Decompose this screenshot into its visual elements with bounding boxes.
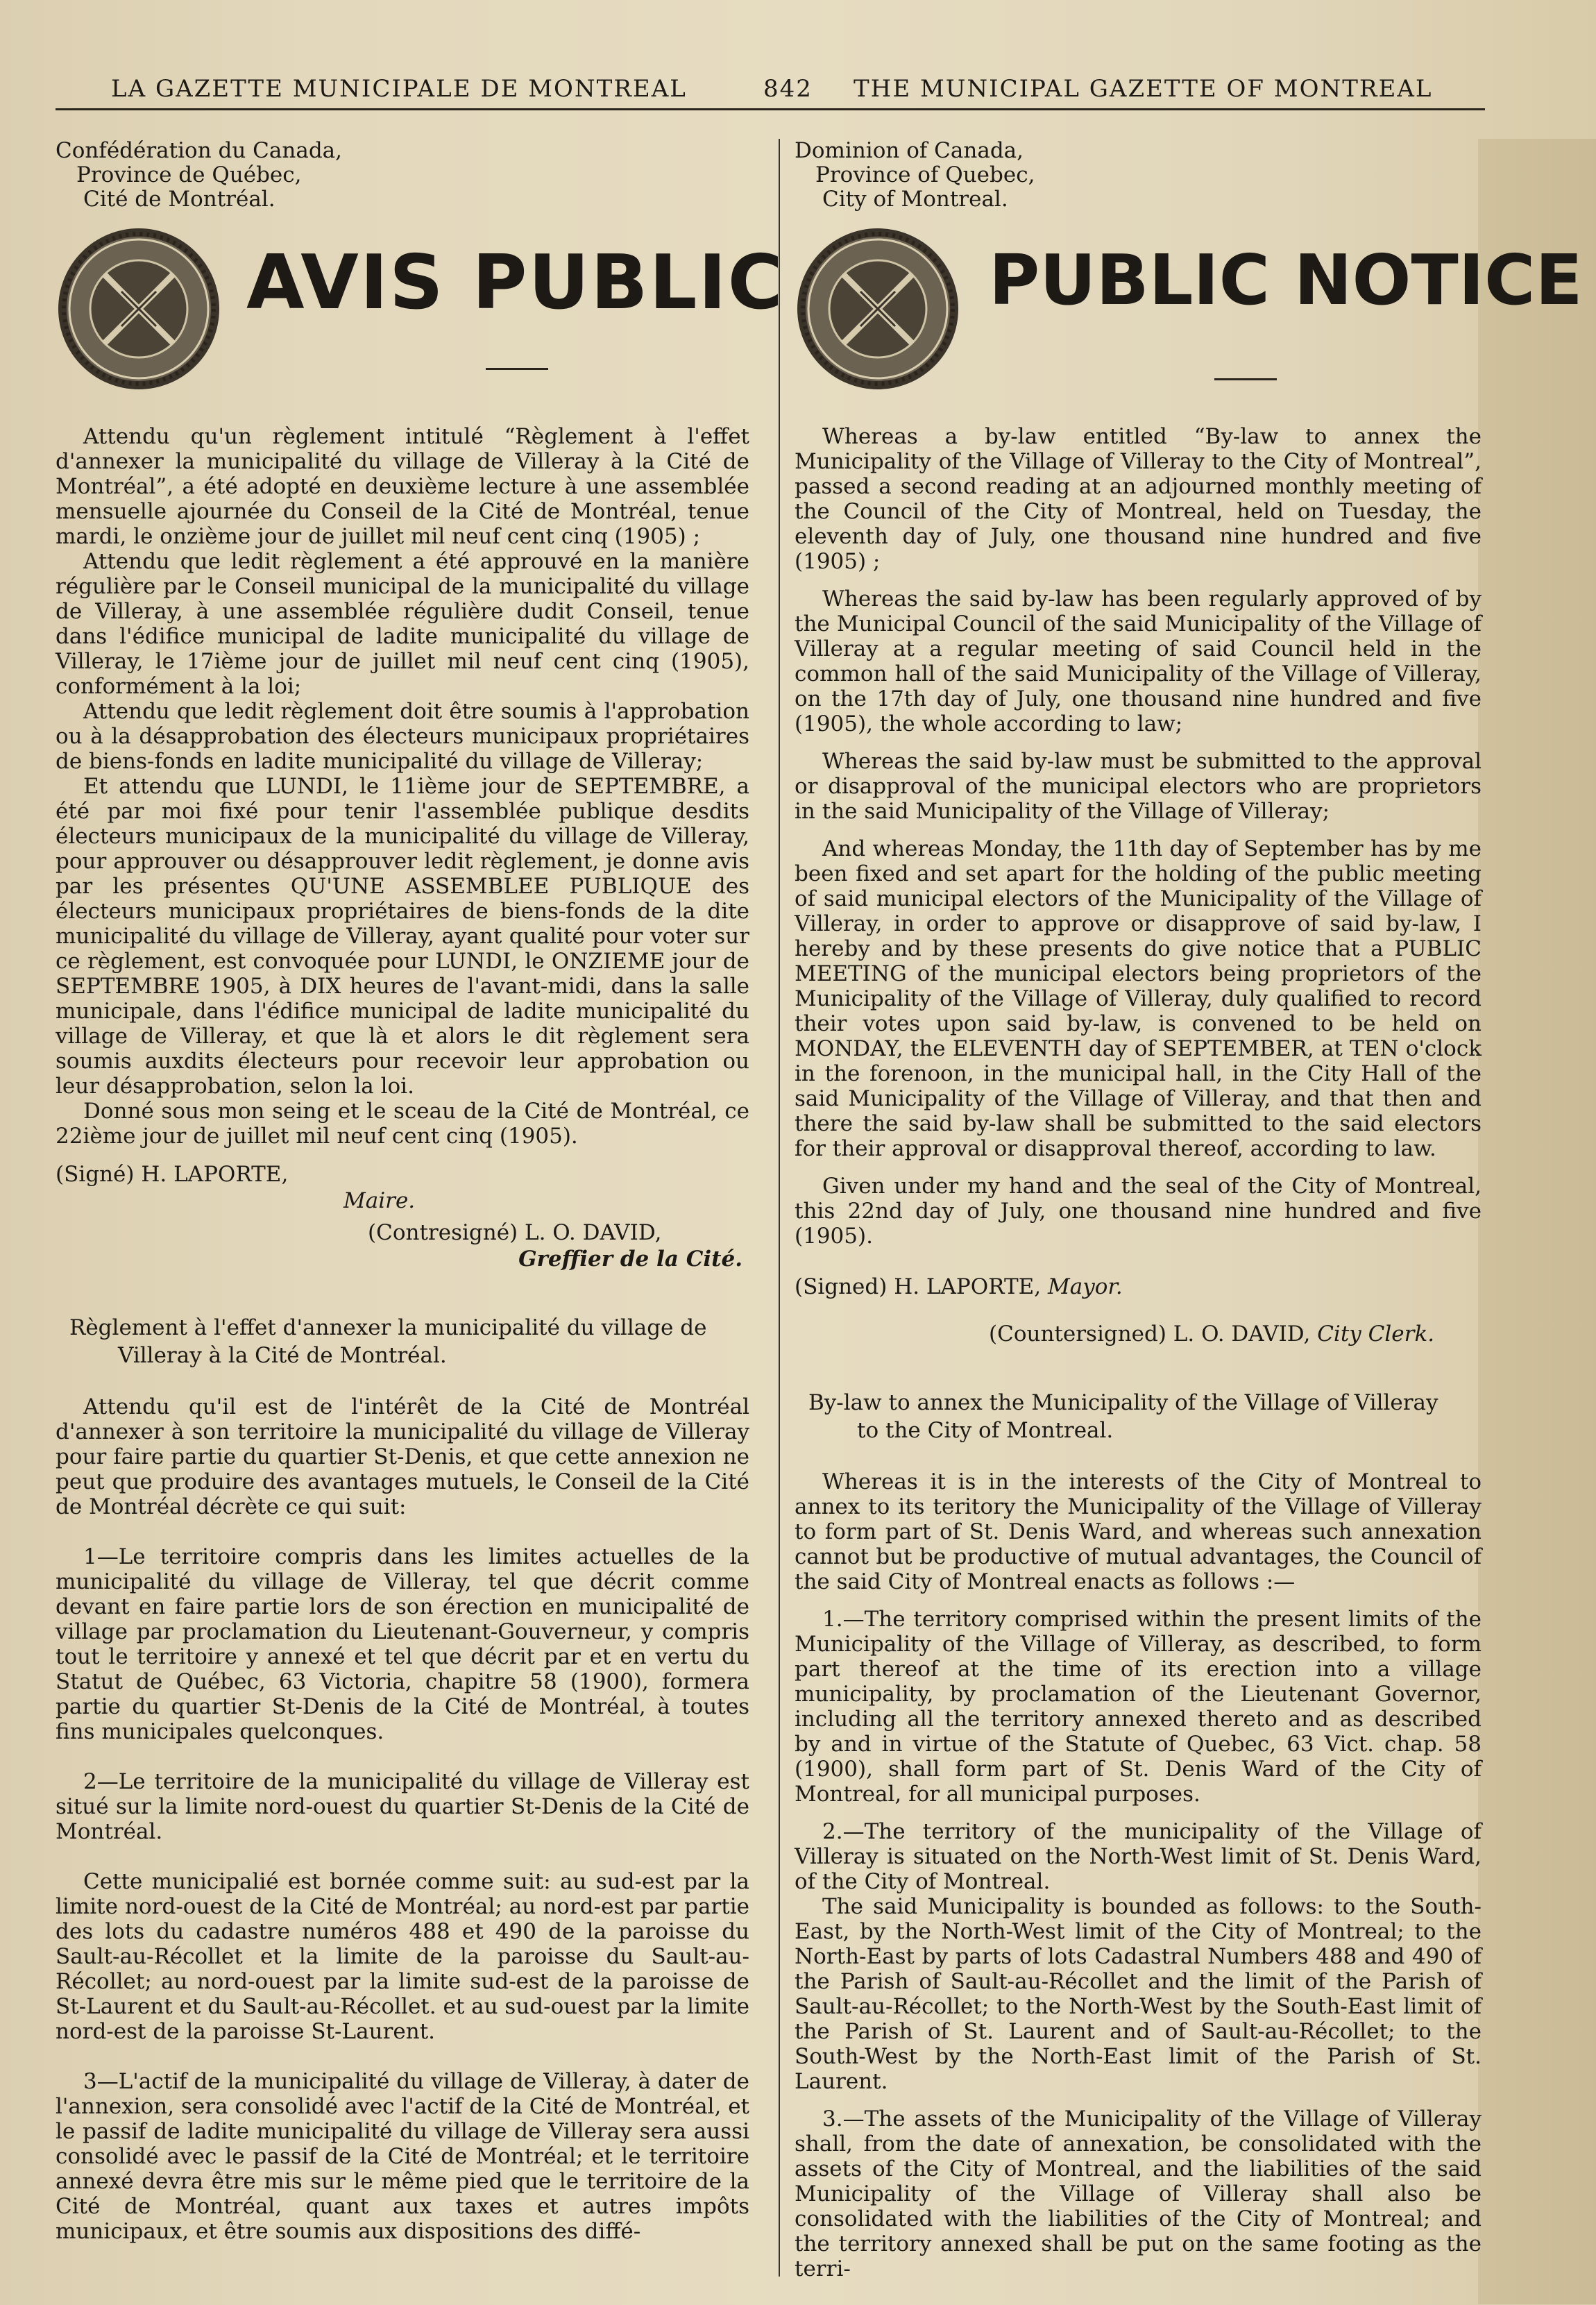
article-2-bounds: The said Municipality is bounded as follows: to the South-East, by the North-West limit of the City of Montreal; to the North-East by parts of lots Cadastral Numbers 488 and 490 of the Parish of Sault-au-Récollet and the limit of the Parish of Sault-au-Récollet; to the North-West by the South-East limit of the Parish of St. Laurent and of Sault-au-Récollet; to the South-West by the North-East limit of the Parish of St. Laurent. — [795, 1894, 1482, 2094]
notice-head — [795, 212, 1583, 399]
place-line: Province de Québec, — [76, 162, 302, 187]
header-french-title: LA GAZETTE MUNICIPALE DE MONTREAL — [111, 75, 687, 103]
bylaw-title-line: Villeray à la Cité de Montréal. — [118, 1343, 447, 1368]
paragraph: Attendu que ledit règlement doit être soumis à l'approbation ou à la désapprobation des électeurs municipaux propriétaires de biens-fonds en ladite municipalité du village de Villeray; — [56, 699, 749, 774]
bylaw-intro: Whereas it is in the interests of the City of Montreal to annex to its teritory the Municipality of the Village of Villeray to form part of St. Denis Ward, and whereas such annexation cannot but be productive of mutual advantages, the Council of the said City of Montreal enacts as follows :— — [795, 1469, 1482, 1594]
place-heading — [56, 139, 749, 212]
paragraph: Given under my hand and the seal of the City of Montreal, this 22nd day of July, one thousand nine hundred and five (1905). — [795, 1174, 1482, 1249]
page-number: 842 — [763, 75, 813, 103]
bylaw-title — [795, 1389, 1482, 1444]
place-line: Cité de Montréal. — [83, 187, 275, 212]
french-column — [56, 138, 784, 2244]
paragraph: Et attendu que LUNDI, le 11ième jour de SEPTEMBRE, a été par moi fixé pour tenir l'assemblée publique desdits électeurs municipaux de la municipalité du village de Villeray, pour approuver ou désapprouver ledit règlement, je donne avis par les présentes QU'UNE ASSEMBLEE PUBLIQUE des électeurs municipaux propriétaires de biens-fonds de la dite municipalité du village de Villeray, ayant qualité pour voter sur ce règlement, est convoquée pour LUNDI, le ONZIEME jour de SEPTEMBRE 1905, à DIX heures de l'avant-midi, dans la salle municipale, dans l'édifice municipal de ladite municipalité du village de Villeray, et que là et alors le dit règlement sera soumis auxdits électeurs pour recevoir leur approbation ou leur désapprobation, selon la loi. — [56, 774, 749, 1099]
article-2: 2.—The territory of the municipality of the Village of Villeray is situated on the North-West limit of St. Denis Ward, of the City of Montreal. — [795, 1819, 1482, 1894]
bylaw-title-line: to the City of Montreal. — [857, 1418, 1114, 1443]
page-header — [104, 75, 1457, 103]
bylaw-title-line: Règlement à l'effet d'annexer la municipalité du village de — [69, 1315, 707, 1340]
title-rule — [486, 368, 548, 370]
place-line: Confédération du Canada, — [56, 138, 343, 163]
article-2-bounds: Cette municipalié est bornée comme suit: au sud-est par la limite nord-ouest de la Cité de Montréal; au nord-est par partie des lots du cadastre numéros 488 et 490 de la paroisse du Sault-au-Récollet et la limite de la paroisse du Sault-au-Récollet; au nord-ouest par la limite sud-est de la paroisse de St-Laurent et du Sault-au-Récollet. et au sud-ouest par la limite nord-est de la paroisse St-Laurent. — [56, 1869, 750, 2044]
article-1: 1.—The territory comprised within the present limits of the Municipality of the Village of Villeray, as described, to form part thereof at the time of its erection into a village municipality, by proclamation of the Lieutenant Governor, including all the territory annexed thereto and as described by and in virtue of the Statute of Quebec, 63 Vict. chap. 58 (1900), shall form part of St. Denis Ward of the City of Montreal, for all municipal purposes. — [795, 1607, 1482, 1807]
city-seal-icon — [56, 226, 222, 392]
clerk-title: City Clerk. — [1317, 1322, 1435, 1346]
notice-title-fr: AVIS PUBLIC — [246, 239, 784, 326]
bylaw-intro: Attendu qu'il est de l'intérêt de la Cité de Montréal d'annexer à son territoire la municipalité du village de Villeray pour faire partie du quartier St-Denis, et que cette annexion ne peut que produire des avantages mutuels, le Conseil de la Cité de Montréal décrète ce qui suit: — [56, 1394, 749, 1519]
paragraph: Attendu que ledit règlement a été approuvé en la manière régulière par le Conseil municipal de la municipalité du village de Villeray, à une assemblée régulière dudit Conseil, tenue dans l'édifice municipal de ladite municipalité du village de Villeray, le 17ième jour de juillet mil neuf cent cinq (1905), conformément à la loi; — [56, 549, 749, 699]
place-line: Province of Quebec, — [815, 162, 1035, 187]
bylaw-title-line: By-law to annex the Municipality of the Village of Villeray — [808, 1390, 1438, 1415]
signature-block — [56, 1161, 749, 1272]
countersigned-text: (Countersigned) L. O. DAVID, — [989, 1322, 1311, 1346]
paragraph: Whereas the said by-law has been regularly approved of by the Municipal Council of the said Municipality of the Village of Villeray at a regular meeting of said Council held in the common hall of the said Municipality of the Village of Villeray, on the 17th day of July, one thousand nine hundred and five (1905), the whole according to law; — [795, 586, 1482, 736]
place-line: City of Montreal. — [822, 187, 1008, 212]
countersigned-line — [795, 1321, 1482, 1347]
title-rule — [1214, 378, 1277, 380]
signature-block — [795, 1274, 1482, 1347]
column-divider — [779, 139, 780, 2277]
countersigned-line: (Contresigné) L. O. DAVID, — [368, 1220, 662, 1245]
place-line: Dominion of Canada, — [795, 138, 1024, 163]
article-3: 3—L'actif de la municipalité du village de Villeray, à dater de l'annexion, sera consolidé avec l'actif de la Cité de Montréal, et le passif de ladite municipalité du village de Villeray sera aussi consolidé avec le passif de la Cité de Montréal; et le territoire annexé devra être mis sur le même pied que le territoire de la Cité de Montréal, quant aux taxes et autres impôts municipaux, et être soumis aux dispositions des diffé- — [56, 2069, 749, 2244]
mayor-title: Maire. — [343, 1188, 416, 1213]
paragraph: Donné sous mon seing et le sceau de la Cité de Montréal, ce 22ième jour de juillet mil neuf cent cinq (1905). — [56, 1099, 749, 1149]
paragraph: Whereas the said by-law must be submitted to the approval or disapproval of the municipal electors who are proprietors in the said Municipality of the Village of Villeray; — [795, 749, 1482, 824]
english-column — [795, 138, 1583, 2281]
article-1: 1—Le territoire compris dans les limites actuelles de la municipalité du village de Villeray, tel que décrit comme devant en faire partie lors de son érection en municipalité de village par proclamation du Lieutenant-Gouverneur, y compris tout le territoire y annexé et tel que décrit par et en vertu du Statut de Québec, 63 Victoria, chapitre 58 (1900), formera partie du quartier St-Denis de la Cité de Montréal, à toutes fins municipales quelconques. — [56, 1544, 749, 1744]
notice-head — [56, 212, 784, 399]
city-seal-icon — [795, 226, 961, 392]
article-2: 2—Le territoire de la municipalité du village de Villeray est situé sur la limite nord-ouest du quartier St-Denis de la Cité de Montréal. — [56, 1769, 749, 1844]
signed-text: (Signed) H. LAPORTE, — [795, 1274, 1042, 1299]
paragraph: And whereas Monday, the 11th day of September has by me been fixed and set apart for the holding of the public meeting of said municipal electors of the Municipality of the Village of Villeray, in order to approve or disapprove of said by-law, I hereby and by these presents do give notice that a PUBLIC MEETING of the municipal electors being proprietors of the Municipality of the Village of Villeray, duly qualified to record their votes upon said by-law, is convened to be held on MONDAY, the ELEVENTH day of SEPTEMBER, at TEN o'clock in the forenoon, in the municipal hall, in the City Hall of the said Municipality of the Village of Villeray, and that then and there the said by-law shall be submitted to the said electors for their approval or disapproval thereof, according to law. — [795, 836, 1482, 1161]
paragraph: Attendu qu'un règlement intitulé “Règlement à l'effet d'annexer la municipalité du village de Villeray à la Cité de Montréal”, a été adopté en deuxième lecture à une assemblée mensuelle ajournée du Conseil de la Cité de Montréal, tenue mardi, le onzième jour de juillet mil neuf cent cinq (1905) ; — [56, 424, 749, 549]
bylaw-title — [56, 1314, 749, 1369]
adjacent-page-edge — [1478, 139, 1596, 2304]
paragraph: Whereas a by-law entitled “By-law to annex the Municipality of the Village of Villeray to the City of Montreal”, passed a second reading at an adjourned monthly meeting of the Council of the City of Montreal, held on Tuesday, the eleventh day of July, one thousand nine hundred and five (1905) ; — [795, 424, 1482, 574]
place-heading — [795, 139, 1482, 212]
header-rule — [56, 108, 1485, 110]
header-english-title: THE MUNICIPAL GAZETTE OF MONTREAL — [854, 75, 1433, 103]
clerk-title: Greffier de la Cité. — [518, 1247, 742, 1272]
signed-line — [795, 1274, 1482, 1300]
signed-line: (Signé) H. LAPORTE, — [56, 1162, 289, 1187]
article-3: 3.—The assets of the Municipality of the Village of Villeray shall, from the date of annexation, be consolidated with the assets of the City of Montreal, and the liabilities of the said Municipality of the Village of Villeray shall also be consolidated with the liabilities of the City of Montreal; and the territory annexed shall be put on the same footing as the terri- — [795, 2106, 1482, 2281]
mayor-title: Mayor. — [1048, 1274, 1123, 1299]
notice-title-en: PUBLIC NOTICE — [989, 239, 1583, 321]
